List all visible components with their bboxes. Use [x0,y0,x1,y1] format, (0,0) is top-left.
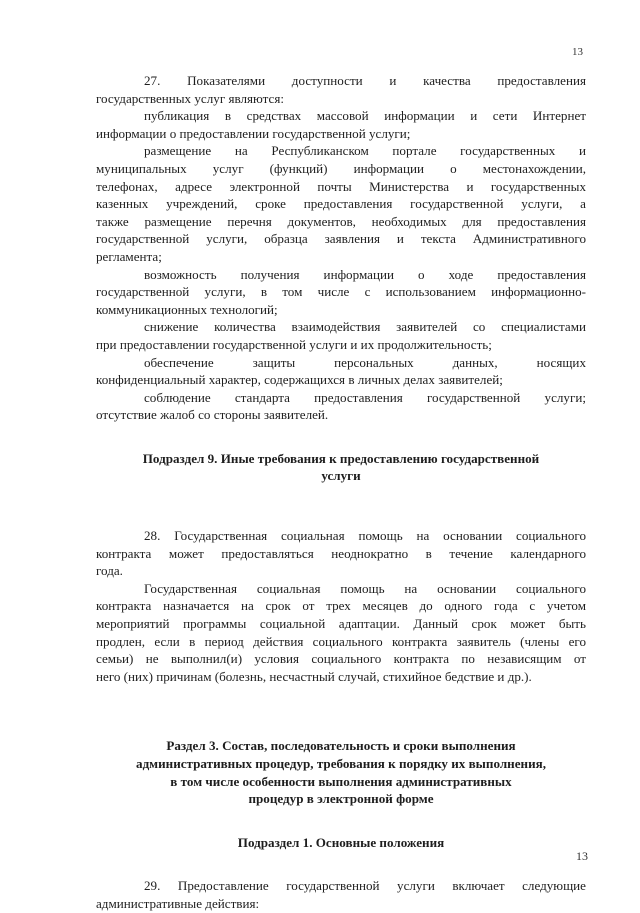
heading-line: административных процедур, требования к порядку их выполнения, [136,756,546,771]
heading-line: Подраздел 1. Основные положения [237,834,445,850]
text-line: размещение на Республиканском портале государственных и [144,143,586,159]
subsection-9-heading [96,450,586,485]
page-body [96,72,586,913]
text-line: года. [96,563,123,579]
page-number-top: 13 [572,46,583,58]
list-item-publication [96,107,586,142]
heading-line: процедур в электронной форме [248,791,434,807]
text-line: обеспечение защиты персональных данных, носящих [144,354,586,370]
heading-line: в том числе особенности выполнения административных [170,773,512,789]
text-line: продлен, если в период действия социального контракта заявитель (члены его [96,633,586,649]
text-line: Государственная социальная помощь на основании социального [144,580,586,596]
text-line: муниципальных услуг (функций) информации о местонахождении, [96,160,586,176]
heading-line: услуги [321,468,361,484]
text-line: снижение количества взаимодействия заявителей со специалистами [144,319,586,335]
text-line: регламента; [96,248,162,264]
text-line: телефонах, адресе электронной почты Министерства и государственных [96,178,586,194]
text-line: при предоставлении государственной услуги и их продолжительность; [96,336,492,352]
text-line: коммуникационных технологий; [96,301,278,317]
text-line: также размещение перечня документов, необходимых для предоставления [96,213,586,229]
text-line: мероприятий программы социальной адаптации. Данный срок может быть [96,616,586,632]
text-line: 28. Государственная социальная помощь на основании социального [144,528,586,544]
paragraph-28-continued [96,580,586,686]
text-line: административные действия: [96,895,260,911]
section-3-heading [96,737,586,807]
text-line: государственных услуг являются: [96,90,285,106]
text-line: контракта назначается на срок от трех месяцев до одного года с учетом [96,598,586,614]
paragraph-29 [96,877,586,912]
heading-line: Подраздел 9. Иные требования к предоставлению государственной [142,450,540,466]
heading-line: Раздел 3. Состав, последовательность и сроки выполнения [166,738,516,754]
paragraph-27 [96,72,586,107]
text-line: публикация в средствах массовой информации и сети Интернет [144,108,586,124]
list-item-portal [96,142,586,265]
text-line: 29. Предоставление государственной услуги включает следующие [144,878,586,894]
paragraph-28 [96,527,586,580]
text-line: государственной услуги, в том числе с использованием информационно- [96,284,586,300]
text-line: государственной услуги, образца заявления и текста Административного [96,231,586,247]
text-line: отсутствие жалоб со стороны заявителей. [96,407,329,423]
text-line: семьи) не выполнил(и) условия социального контракта по независящим от [96,651,586,667]
subsection-1-heading [96,834,586,852]
text-line: информации о предоставлении государственной услуги; [96,125,411,141]
text-line: казенных учреждений, сроке предоставления государственной услуги, а [96,196,586,212]
list-item-information [96,266,586,319]
text-line: конфиденциальный характер, содержащихся в личных делах заявителей; [96,372,503,388]
text-line: возможность получения информации о ходе предоставления [144,266,586,282]
page-number-bottom: 13 [576,849,588,863]
text-line: соблюдение стандарта предоставления государственной услуги; [144,389,586,405]
list-item-reduction [96,318,586,353]
list-item-protection [96,354,586,389]
list-item-standard [96,389,586,424]
text-line: него (них) причинам (болезнь, несчастный случай, стихийное бедствие и др.). [96,668,532,684]
text-line: 27. Показателями доступности и качества предоставления [144,73,586,88]
text-line: контракта может предоставляться неоднократно в течение календарного [96,545,586,561]
